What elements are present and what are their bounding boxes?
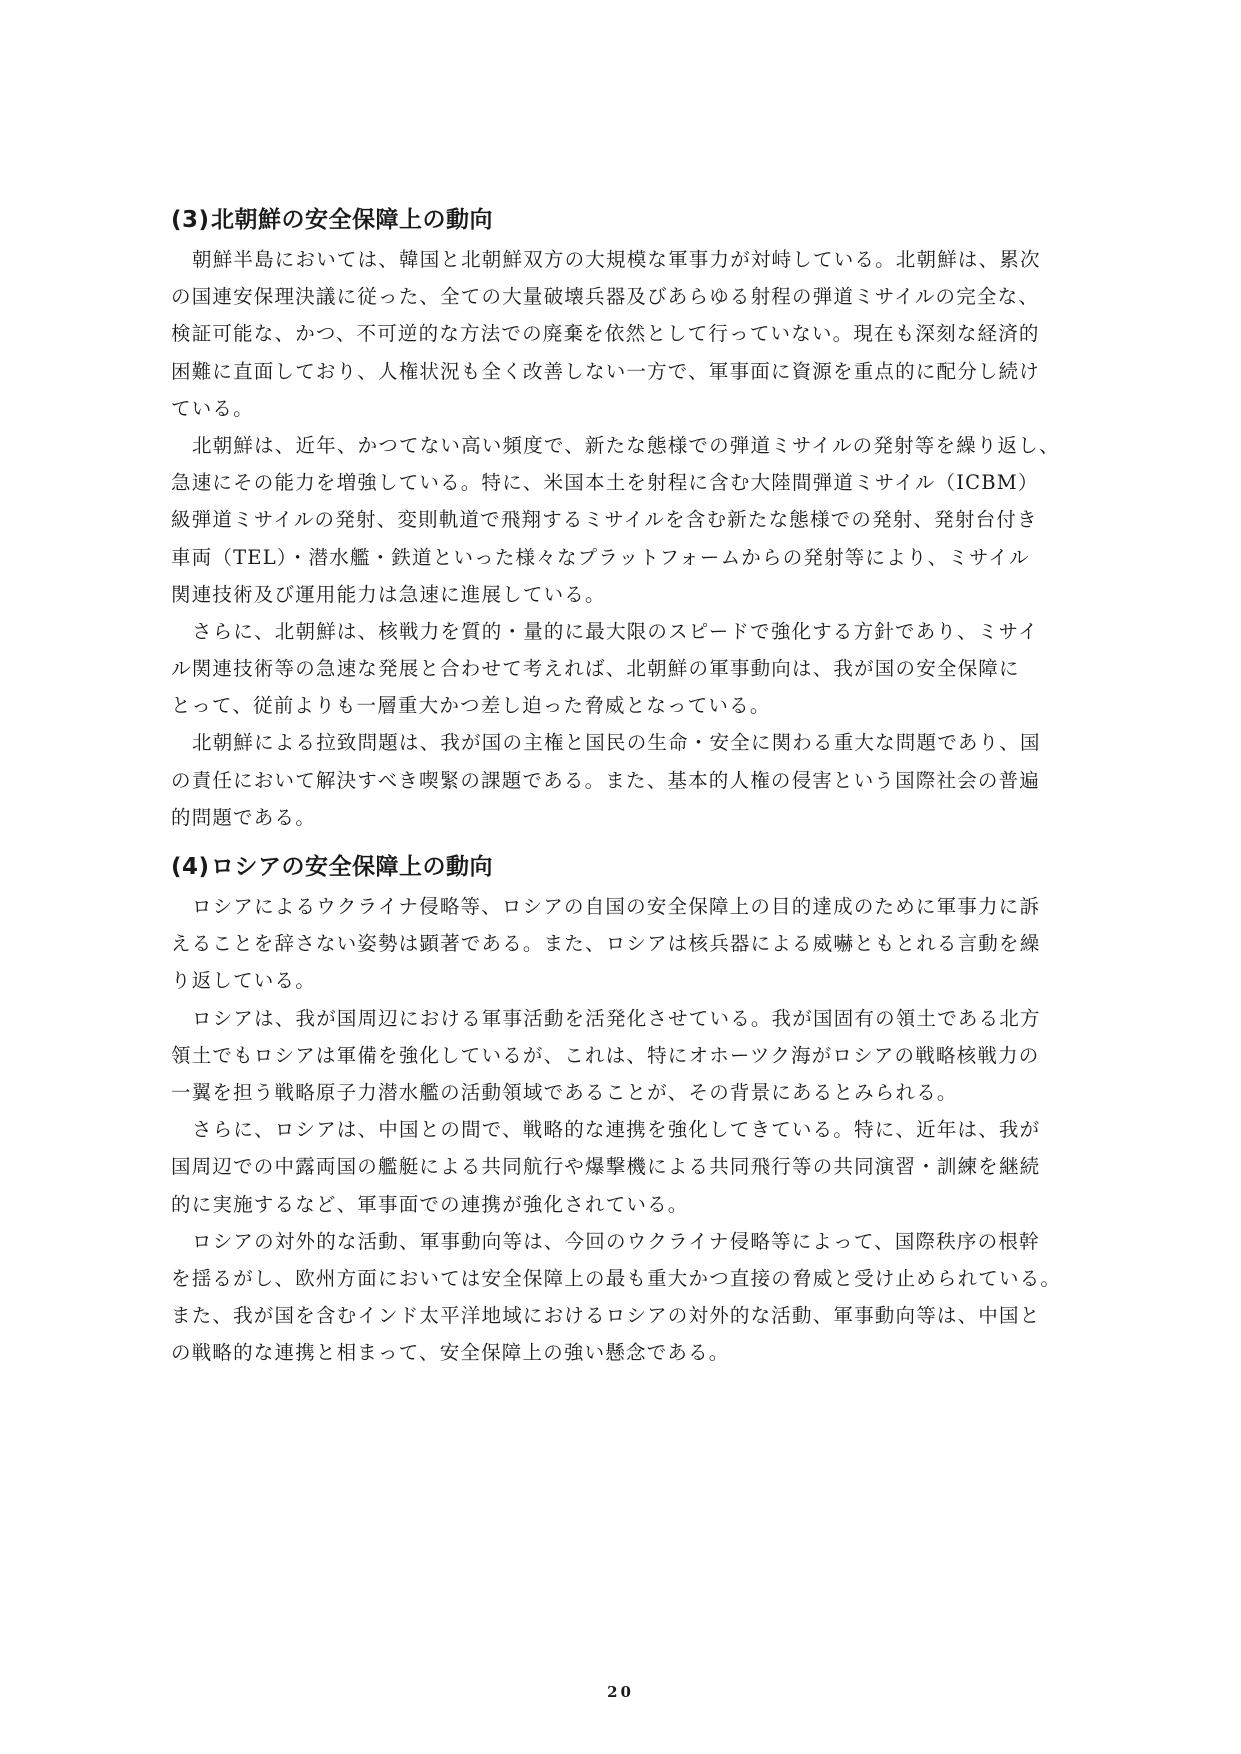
paragraph-line: 国周辺での中露両国の艦艇による共同航行や爆撃機による共同飛行等の共同演習・訓練を継続 [171, 1155, 1041, 1179]
paragraph [171, 1000, 1091, 1112]
paragraph-line: 的に実施するなど、軍事面での連携が強化されている。 [171, 1192, 689, 1216]
paragraph-line: えることを辞さない姿勢は顕著である。また、ロシアは核兵器による威嚇ともとれる言動を繰 [171, 932, 1041, 956]
paragraph-line: 級弾道ミサイルの発射、変則軌道で飛翔するミサイルを含む新たな態様での発射、発射台付き [171, 508, 1038, 532]
paragraph-line: 一翼を担う戦略原子力潜水艦の活動領域であることが、その背景にあるとみられる。 [171, 1080, 958, 1104]
paragraph [171, 241, 1091, 427]
paragraph-line: また、我が国を含むインド太平洋地域におけるロシアの対外的な活動、軍事動向等は、中国と [171, 1304, 1041, 1328]
section-title: 北朝鮮の安全保障上の動向 [211, 207, 493, 233]
paragraph-line: 関連技術及び運用能力は急速に進展している。 [171, 582, 606, 606]
page-number: 20 [607, 1683, 634, 1701]
paragraph-line: さらに、北朝鮮は、核戦力を質的・量的に最大限のスピードで強化する方針であり、ミサイ [192, 619, 1039, 643]
paragraph-line: ロシアの対外的な活動、軍事動向等は、今回のウクライナ侵略等によって、国際秩序の根幹 [192, 1229, 1040, 1253]
section-title: ロシアの安全保障上の動向 [211, 854, 493, 880]
section-number: (4) [171, 854, 210, 880]
section-number: (3) [171, 207, 210, 233]
paragraph-line: を揺るがし、欧州方面においては安全保障上の最も重大かつ直接の脅威と受け止められている。 [171, 1266, 1062, 1290]
paragraph-line: 北朝鮮は、近年、かつてない高い頻度で、新たな態様での弾道ミサイルの発射等を繰り返し、 [192, 433, 1060, 457]
paragraph-line: 朝鮮半島においては、韓国と北朝鮮双方の大規模な軍事力が対峙している。北朝鮮は、累次 [192, 248, 1041, 271]
paragraph-line: さらに、ロシアは、中国との間で、戦略的な連携を強化してきている。特に、近年は、我が [192, 1118, 1041, 1142]
paragraph-line: とって、従前よりも一層重大かつ差し迫った脅威となっている。 [171, 694, 771, 718]
paragraph [171, 1111, 1091, 1223]
paragraph-line: 北朝鮮による拉致問題は、我が国の主権と国民の生命・安全に関わる重大な問題であり、国 [192, 731, 1041, 755]
paragraph-line: ている。 [171, 396, 254, 420]
section-north-korea [171, 205, 1091, 836]
paragraph [171, 427, 1091, 613]
paragraph-line: ル関連技術等の急速な発展と合わせて考えれば、北朝鮮の軍事動向は、我が国の安全保障に [171, 657, 1020, 681]
paragraph-line: ロシアによるウクライナ侵略等、ロシアの自国の安全保障上の目的達成のために軍事力に訴 [192, 895, 1041, 918]
paragraph [171, 724, 1091, 836]
section-heading [171, 852, 1091, 882]
paragraph-line: 領土でもロシアは軍備を強化しているが、これは、特にオホーツク海がロシアの戦略核戦力の [171, 1043, 1040, 1067]
paragraph [171, 888, 1091, 1000]
section-heading [171, 205, 1091, 235]
paragraph-line: 急速にその能力を増強している。特に、米国本土を射程に含む大陸間弾道ミサイル（ICBM） [171, 471, 1039, 495]
paragraph-line: 検証可能な、かつ、不可逆的な方法での廃棄を依然として行っていない。現在も深刻な経済的 [171, 322, 1040, 346]
section-russia [171, 852, 1091, 1371]
paragraph [171, 613, 1091, 725]
paragraph-line: の責任において解決すべき喫緊の課題である。また、基本的人権の侵害という国際社会の普遍 [171, 768, 1041, 792]
paragraph-line: の戦略的な連携と相まって、安全保障上の強い懸念である。 [171, 1341, 730, 1365]
paragraph-line: り返している。 [171, 969, 316, 993]
paragraph-line: の国連安保理決議に従った、全ての大量破壊兵器及びあらゆる射程の弾道ミサイルの完全な、 [171, 285, 1040, 309]
paragraph-line: 困難に直面しており、人権状況も全く改善しない一方で、軍事面に資源を重点的に配分し続け [171, 359, 1041, 383]
paragraph-line: ロシアは、我が国周辺における軍事活動を活発化させている。我が国固有の領土である北方 [192, 1006, 1041, 1030]
paragraph [171, 1223, 1091, 1372]
paragraph-line: 的問題である。 [171, 805, 316, 829]
paragraph-line: 車両（TEL）・潜水艦・鉄道といった様々なプラットフォームからの発射等により、ミサイル [171, 545, 1030, 569]
